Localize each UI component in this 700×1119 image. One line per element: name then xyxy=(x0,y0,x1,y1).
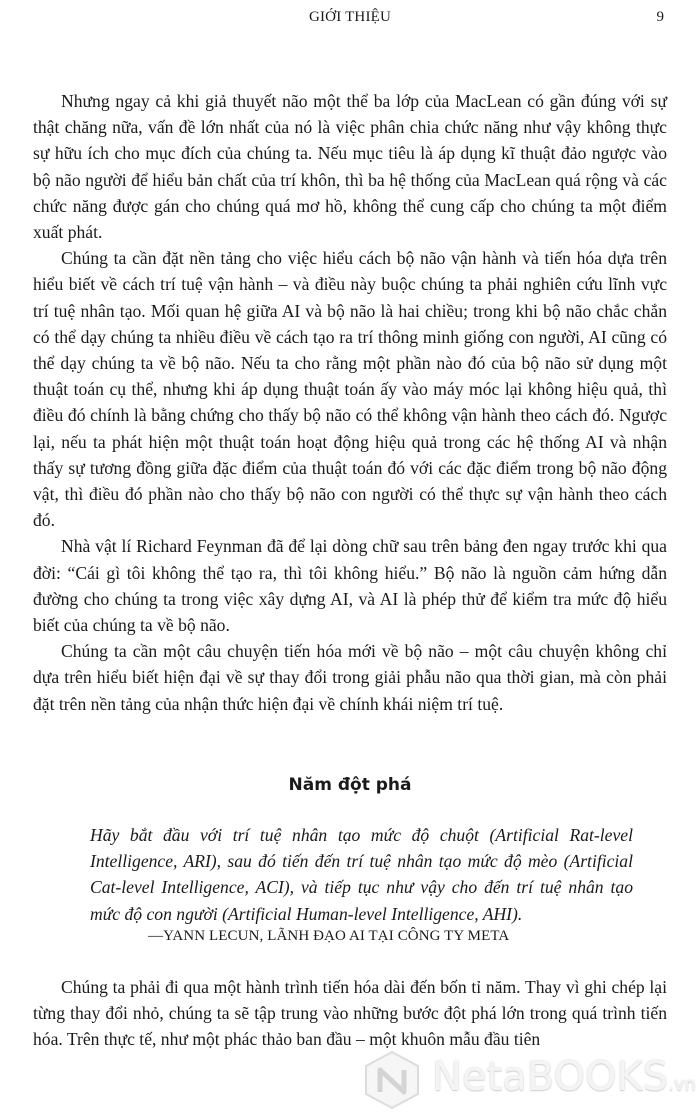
section-intro-text xyxy=(33,88,667,717)
chapter-running-title: GIỚI THIỆU xyxy=(308,9,392,25)
paragraph: Chúng ta phải đi qua một hành trình tiến hóa dài đến bốn tỉ năm. Thay vì ghi chép lại từng thay đổi nhỏ, chúng ta sẽ tập trung vào những bước đột phá lớn trong quá trình tiến hóa. Trên thực tế, như một phác thảo ban đầu – một khuôn mẫu đầu tiên xyxy=(33,977,667,1050)
epigraph-attribution: —YANN LECUN, LÃNH ĐẠO AI TẠI CÔNG TY META xyxy=(148,928,510,944)
paragraph: Nhưng ngay cả khi giả thuyết não một thể ba lớp của MacLean có gần đúng với sự thật chăng nữa, vấn đề lớn nhất của nó là việc phân chia chức năng như vậy không thực sự hữu ích cho mục đích của chúng ta. Nếu mục tiêu là áp dụng kĩ thuật đảo ngược vào bộ não người để hiểu bản chất của trí khôn, thì ba hệ thống của MacLean quá rộng và các chức năng được gán cho chúng quá mơ hồ, không thể cung cấp cho chúng ta một điểm xuất phát. xyxy=(33,91,667,243)
watermark-suffix: .vn xyxy=(668,1074,696,1095)
section-heading: Năm đột phá xyxy=(288,775,412,795)
netabooks-logo-icon xyxy=(360,1048,424,1112)
watermark xyxy=(360,1052,700,1112)
paragraph: Nhà vật lí Richard Feynman đã để lại dòng chữ sau trên bảng đen ngay trước khi qua đời: “Cái gì tôi không thể tạo ra, thì tôi không hiểu.” Bộ não là nguồn cảm hứng dẫn đường cho chúng ta trong việc xây dựng AI, và AI là phép thử để kiểm tra mức độ hiểu biết của chúng ta về bộ não. xyxy=(33,536,667,636)
watermark-text xyxy=(432,1054,696,1100)
running-header xyxy=(0,7,700,31)
watermark-brand: NetaBOOKS xyxy=(432,1054,669,1100)
paragraph: Chúng ta cần một câu chuyện tiến hóa mới về bộ não – một câu chuyện không chỉ dựa trên hiểu biết hiện đại về sự thay đổi trong giải phẫu não qua thời gian, mà còn phải đặt trên nền tảng của nhận thức hiện đại về chính khái niệm trí tuệ. xyxy=(33,641,667,714)
paragraph: Chúng ta cần đặt nền tảng cho việc hiểu cách bộ não vận hành và tiến hóa dựa trên hiểu biết về cách trí tuệ vận hành – và điều này buộc chúng ta phải nghiên cứu lĩnh vực trí tuệ nhân tạo. Mối quan hệ giữa AI và bộ não là hai chiều; trong khi bộ não chắc chắn có thể dạy chúng ta nhiều điều về cách tạo ra trí thông minh giống con người, AI cũng có thể dạy chúng ta về bộ não. Nếu ta cho rằng một phần nào đó của bộ não sử dụng một thuật toán cụ thể, nhưng khi áp dụng thuật toán ấy vào máy móc lại không hiệu quả, thì điều đó chính là bằng chứng cho thấy bộ não có thể không vận hành theo cách đó. Ngược lại, nếu ta phát hiện một thuật toán hoạt động hiệu quả trong các hệ thống AI và nhận thấy sự tương đồng giữa đặc điểm của thuật toán đó với các đặc điểm trong bộ não động vật, thì điều đó phần nào cho thấy bộ não con người có thể thực sự vận hành theo cách đó. xyxy=(33,248,667,531)
epigraph-quote: Hãy bắt đầu với trí tuệ nhân tạo mức độ chuột (Artificial Rat-level Intelligence, ARI), sau đó tiến đến trí tuệ nhân tạo mức độ mèo (Artificial Cat-level Intelligence, ACI), và tiếp tục như vậy cho đến trí tuệ nhân tạo mức độ con người (Artificial Human-level Intelligence, AHI). xyxy=(90,825,633,924)
section-body-text xyxy=(33,974,667,1053)
page-number: 9 xyxy=(656,9,664,25)
